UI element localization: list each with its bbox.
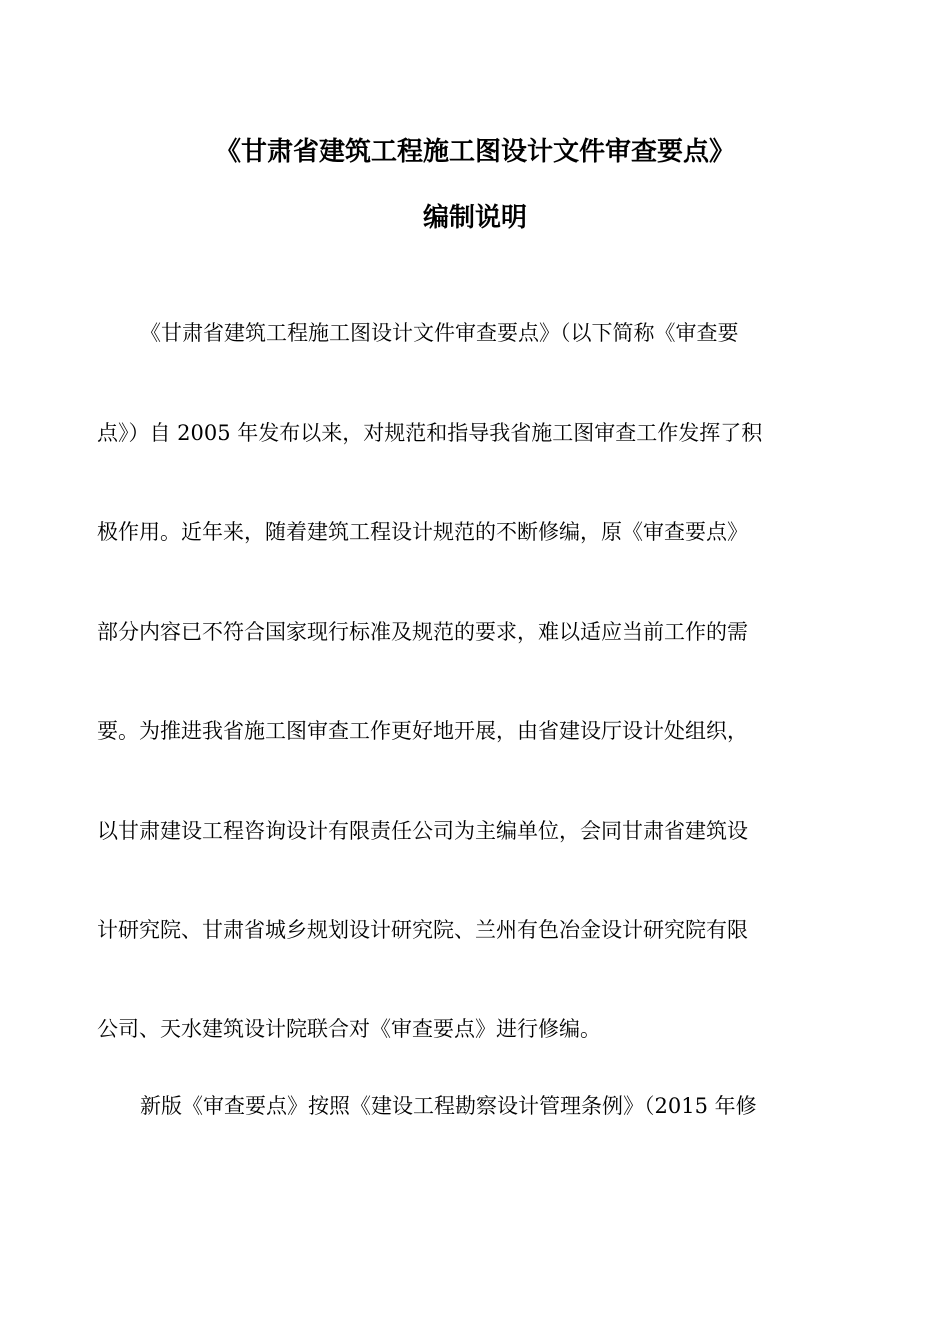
document-subtitle: 编制说明	[422, 203, 527, 233]
paragraph-line-2: 点》）自 2005 年发布以来，对规范和指导我省施工图审查工作发挥了积	[97, 421, 763, 445]
paragraph-line-3: 极作用。近年来，随着建筑工程设计规范的不断修编，原《审查要点》	[97, 520, 748, 544]
paragraph-line-8: 公司、天水建筑设计院联合对《审查要点》进行修编。	[97, 1017, 601, 1041]
paragraph-line-1: 《甘肃省建筑工程施工图设计文件审查要点》（以下简称《审查要	[140, 321, 739, 345]
paragraph-line-4: 部分内容已不符合国家现行标准及规范的要求，难以适应当前工作的需	[97, 620, 748, 644]
paragraph-line-5: 要。为推进我省施工图审查工作更好地开展，由省建设厅设计处组织，	[97, 719, 748, 743]
document-title: 《甘肃省建筑工程施工图设计文件审查要点》	[214, 137, 735, 167]
paragraph-line-9: 新版《审查要点》按照《建设工程勘察设计管理条例》（2015 年修	[140, 1094, 757, 1118]
paragraph-line-6: 以甘肃建设工程咨询设计有限责任公司为主编单位，会同甘肃省建筑设	[97, 819, 748, 843]
paragraph-line-7: 计研究院、甘肃省城乡规划设计研究院、兰州有色冶金设计研究院有限	[97, 918, 748, 942]
